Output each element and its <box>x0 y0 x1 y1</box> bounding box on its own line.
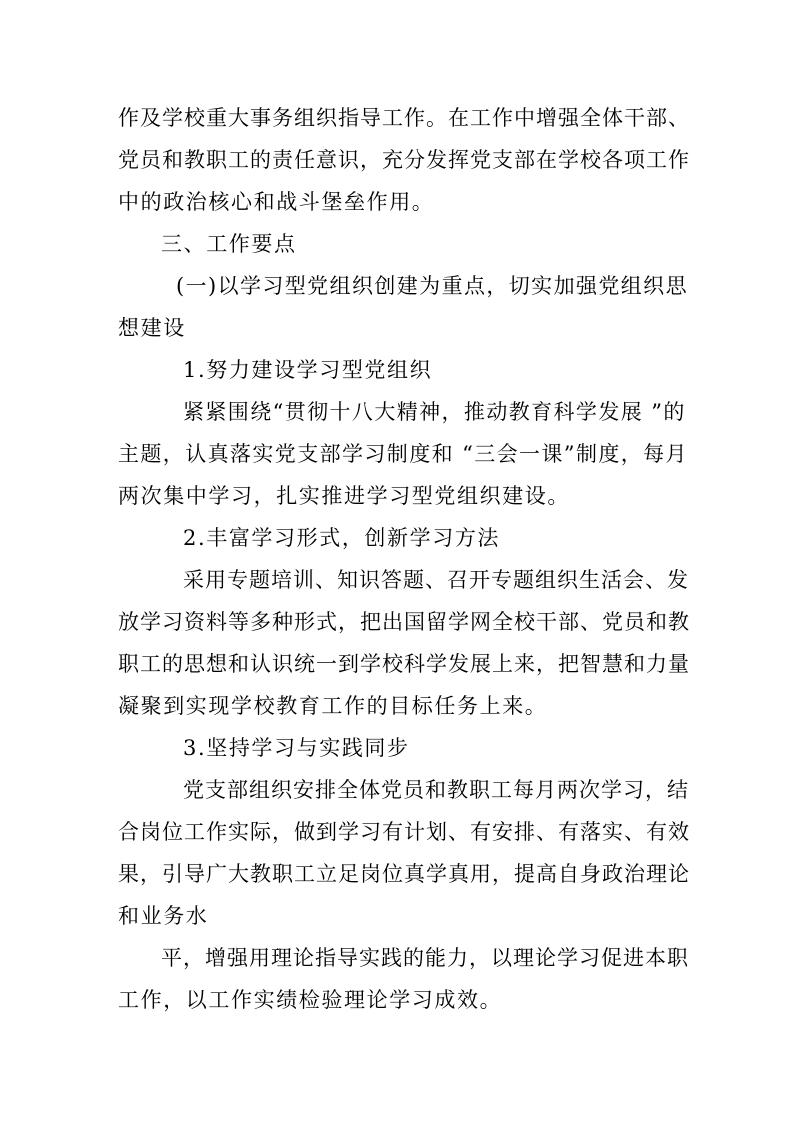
subsection-heading: (一)以学习型党组织创建为重点，切实加强党组织思 <box>176 274 688 298</box>
body-text-line: 平，增强用理论指导实践的能力，以理论学习促进本职 <box>161 946 689 970</box>
item-heading: 2.丰富学习形式，创新学习方法 <box>183 526 501 550</box>
body-text-line: 和业务水 <box>118 904 209 928</box>
item-heading: 1.努力建设学习型党组织 <box>183 358 433 382</box>
body-text-line: 党员和教职工的责任意识，充分发挥党支部在学校各项工作 <box>118 148 690 172</box>
section-heading: 三、工作要点 <box>161 232 297 256</box>
body-text-line: 党支部组织安排全体党员和教职工每月两次学习，结 <box>183 778 689 802</box>
body-text-line: 紧紧围绕“贯彻十八大精神，推动教育科学发展 ”的 <box>183 400 686 424</box>
body-text-line: 职工的思想和认识统一到学校科学发展上来，把智慧和力量 <box>118 652 690 676</box>
body-text-line: 凝聚到实现学校教育工作的目标任务上来。 <box>118 694 548 718</box>
body-text-line: 采用专题培训、知识答题、召开专题组织生活会、发 <box>183 568 689 592</box>
body-text-line: 果，引导广大教职工立足岗位真学真用，提高自身政治理论 <box>118 862 690 886</box>
body-text-line: 两次集中学习，扎实推进学习型党组织建设。 <box>118 484 570 508</box>
item-heading: 3.坚持学习与实践同步 <box>183 736 410 760</box>
body-text-line: 合岗位工作实际，做到学习有计划、有安排、有落实、有效 <box>118 820 690 844</box>
subsection-heading: 想建设 <box>118 316 186 340</box>
body-text-line: 作及学校重大事务组织指导工作。在工作中增强全体干部、 <box>118 106 690 130</box>
body-text-line: 主题，认真落实党支部学习制度和 “三会一课”制度，每月 <box>118 442 688 466</box>
body-text-line: 工作，以工作实绩检验理论学习成效。 <box>118 988 503 1012</box>
body-text-line: 放学习资料等多种形式，把出国留学网全校干部、党员和教 <box>118 610 690 634</box>
body-text-line: 中的政治核心和战斗堡垒作用。 <box>118 190 435 214</box>
